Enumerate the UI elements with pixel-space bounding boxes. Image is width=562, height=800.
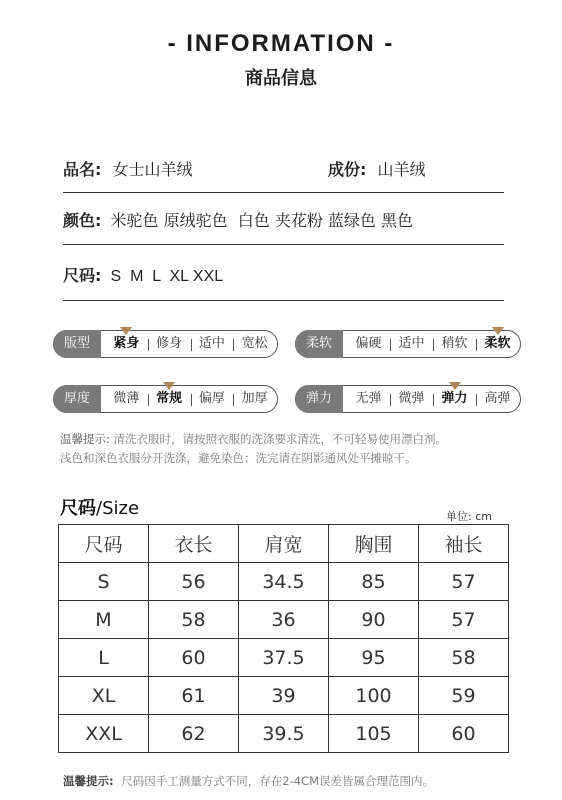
table-cell: 58 — [149, 601, 239, 639]
table-header-cell: 衣长 — [149, 525, 239, 563]
softness-option: 柔软 — [484, 336, 511, 351]
material-label: 成份: — [328, 160, 367, 179]
table-cell: S — [59, 563, 149, 601]
table-header-cell: 胸围 — [329, 525, 419, 563]
elasticity-scale — [295, 385, 521, 413]
thickness-option: 加厚 — [241, 391, 268, 406]
softness-option: 适中 — [398, 336, 425, 351]
footer-note — [63, 773, 434, 789]
table-cell: 56 — [149, 563, 239, 601]
product-name-row — [63, 157, 193, 180]
table-cell: 60 — [149, 639, 239, 677]
softness-label: 柔软 — [295, 330, 343, 358]
table-cell: 37.5 — [239, 639, 329, 677]
size-label: 尺码: — [63, 266, 102, 285]
table-cell: 62 — [149, 715, 239, 753]
product-name-label: 品名: — [63, 160, 102, 179]
selected-marker-icon — [120, 327, 132, 335]
table-cell: 57 — [419, 601, 509, 639]
softness-option: 稍软 — [441, 336, 468, 351]
size-title-cn: 尺码 — [60, 498, 96, 519]
softness-option: 偏硬 — [355, 336, 382, 351]
fit-option: 紧身 — [113, 336, 140, 351]
care-note-label: 温馨提示: — [60, 432, 110, 446]
size-value: S M L XL XXL — [110, 268, 224, 285]
size-row — [63, 263, 223, 286]
separator — [233, 394, 234, 406]
separator — [148, 394, 149, 406]
table-cell: 39 — [239, 677, 329, 715]
table-cell: M — [59, 601, 149, 639]
care-note-text1: 清洗衣服时，请按照衣服的洗涤要求清洗，不可轻易使用漂白剂。 — [113, 432, 448, 446]
page-title-cn: 商品信息 — [245, 68, 317, 89]
table-row — [59, 639, 509, 677]
table-cell: 61 — [149, 677, 239, 715]
table-row — [59, 677, 509, 715]
table-row — [59, 601, 509, 639]
thickness-scale — [53, 385, 278, 413]
separator — [148, 339, 149, 351]
separator — [476, 339, 477, 351]
divider — [63, 300, 504, 301]
size-title-en: /Size — [96, 498, 140, 519]
table-cell: 59 — [419, 677, 509, 715]
footer-note-text: 尺码因手工测量方式不同，存在2-4CM误差皆属合理范围内。 — [121, 774, 434, 788]
fit-option: 适中 — [198, 336, 225, 351]
separator — [191, 394, 192, 406]
table-row — [59, 563, 509, 601]
size-table — [58, 524, 509, 753]
thickness-option: 常规 — [156, 391, 183, 406]
product-name-value: 女士山羊绒 — [112, 160, 193, 179]
table-cell: 90 — [329, 601, 419, 639]
table-header-cell: 袖长 — [419, 525, 509, 563]
material-value: 山羊绒 — [377, 160, 426, 179]
material-row — [328, 157, 426, 180]
table-cell: 57 — [419, 563, 509, 601]
unit-label: 单位: cm — [446, 510, 492, 523]
separator — [433, 394, 434, 406]
table-cell: 60 — [419, 715, 509, 753]
thickness-option: 微薄 — [113, 391, 140, 406]
table-header-row — [59, 525, 509, 563]
separator — [191, 339, 192, 351]
table-cell: 39.5 — [239, 715, 329, 753]
table-header-cell: 尺码 — [59, 525, 149, 563]
elasticity-option: 微弹 — [398, 391, 425, 406]
table-cell: 58 — [419, 639, 509, 677]
selected-marker-icon — [163, 382, 175, 390]
footer-note-label: 温馨提示: — [63, 774, 114, 788]
elasticity-option: 弹力 — [441, 391, 468, 406]
table-cell: XL — [59, 677, 149, 715]
page-title-en: - INFORMATION - — [167, 30, 395, 57]
table-cell: 85 — [329, 563, 419, 601]
divider — [63, 192, 504, 193]
color-row — [63, 208, 413, 231]
separator — [476, 394, 477, 406]
color-value: 米驼色 原绒驼色 白色 夹花粉 蓝绿色 黑色 — [110, 211, 414, 230]
table-cell: 34.5 — [239, 563, 329, 601]
table-cell: XXL — [59, 715, 149, 753]
size-section-title — [60, 494, 139, 520]
table-header-cell: 肩宽 — [239, 525, 329, 563]
color-label: 颜色: — [63, 211, 102, 230]
fit-label: 版型 — [53, 330, 101, 358]
elasticity-label: 弹力 — [295, 385, 343, 413]
separator — [233, 339, 234, 351]
care-note-line1 — [60, 430, 447, 448]
elasticity-option: 无弹 — [355, 391, 382, 406]
table-cell: L — [59, 639, 149, 677]
fit-option: 修身 — [156, 336, 183, 351]
divider — [63, 244, 504, 245]
table-cell: 105 — [329, 715, 419, 753]
care-note-text2: 浅色和深色衣服分开洗涤，避免染色；洗完请在阴影通风处平摊晾干。 — [60, 451, 417, 465]
table-cell: 95 — [329, 639, 419, 677]
fit-scale — [53, 330, 278, 358]
softness-scale — [295, 330, 521, 358]
fit-option: 宽松 — [241, 336, 268, 351]
elasticity-option: 高弹 — [484, 391, 511, 406]
table-row — [59, 715, 509, 753]
separator — [390, 339, 391, 351]
separator — [390, 394, 391, 406]
separator — [433, 339, 434, 351]
selected-marker-icon — [449, 382, 461, 390]
selected-marker-icon — [492, 327, 504, 335]
thickness-option: 偏厚 — [198, 391, 225, 406]
table-cell: 36 — [239, 601, 329, 639]
care-note-line2 — [60, 449, 417, 467]
table-cell: 100 — [329, 677, 419, 715]
thickness-label: 厚度 — [53, 385, 101, 413]
